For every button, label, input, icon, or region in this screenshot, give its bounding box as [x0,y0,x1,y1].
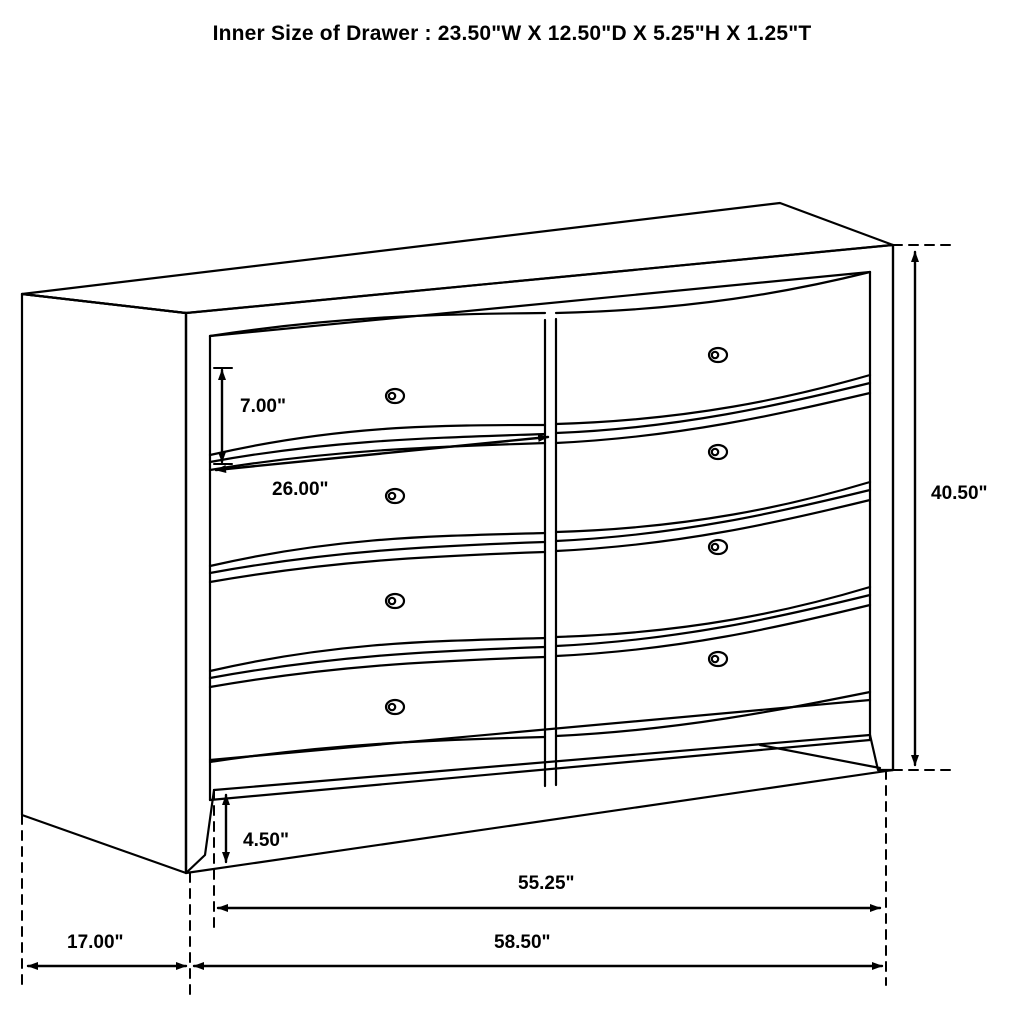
front-top-bow-left [210,313,545,336]
dim-label-drawer-width: 26.00" [272,479,329,500]
bottom-rail-top [210,700,870,760]
knob [386,594,404,608]
knob [386,389,404,403]
drawer-sep-1-right-b [556,393,870,443]
page-title: Inner Size of Drawer : 23.50"W X 12.50"D X 5.25"H X 1.25"T [212,22,812,45]
front-top-bow-right [556,272,870,313]
dim-label-leg-height: 4.50" [243,830,289,851]
dim-label-depth: 17.00" [67,932,124,953]
left-leg [186,790,214,873]
right-leg [870,735,893,770]
knob [709,445,727,459]
dim-label-base-width: 55.25" [518,873,575,894]
base-side-line [760,745,880,768]
base-front [214,735,870,790]
drawer-sep-3-right-b [556,605,870,656]
front-frame-top [210,272,870,336]
drawer-sep-3-left [210,647,545,678]
knob [709,652,727,666]
dim-label-total-height: 40.50" [931,483,988,504]
dresser-left-side [22,294,186,873]
knob [709,540,727,554]
dim-label-drawer-height: 7.00" [240,396,286,417]
dim-label-overall-width: 58.50" [494,932,551,953]
knob [386,489,404,503]
drawer-sep-2-left [210,542,545,573]
knob [386,700,404,714]
drawer-sep-1-left [210,434,545,462]
knob [709,348,727,362]
drawer-bottom-left [210,737,545,762]
